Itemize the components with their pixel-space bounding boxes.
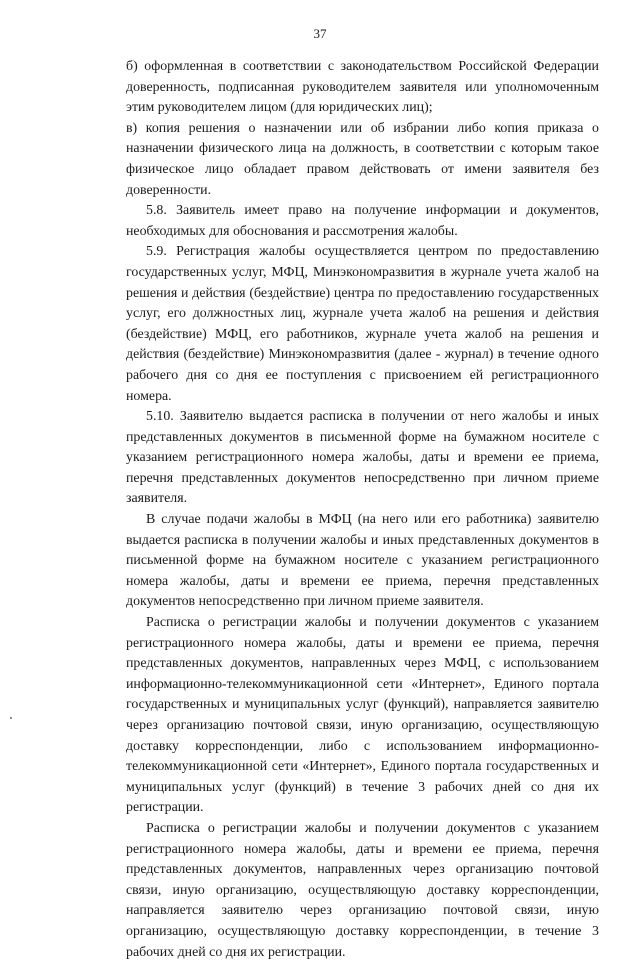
paragraph-5-8: 5.8. Заявитель имеет право на получение информации и документов, необходимых для обоснования и рассмотрения жалобы. (126, 203, 599, 239)
document-body (126, 57, 599, 963)
paragraph-appointment-decision: в) копия решения о назначении или об избрании либо копия приказа о назначении физического лица на должность, в соответствии с которым такое физическое лицо обладает правом действовать от имени заявителя без доверенности. (126, 120, 599, 198)
paragraph-receipt-postal: Расписка о регистрации жалобы и получении документов с указанием регистрационного номера жалобы, даты и времени ее приема, перечня представленных документов, направленных через организацию почтовой связи, иную организацию, осуществляющую доставку корреспонденции, направляется заявителю через организацию почтовой связи, иную организацию, осуществляющую доставку корреспонденции, в течение 3 рабочих дней со дня их регистрации. (126, 820, 599, 960)
paragraph-mfc-receipt: В случае подачи жалобы в МФЦ (на него или его работника) заявителю выдается расписка в получении жалобы и иных представленных документов в письменной форме на бумажном носителе с указанием регистрационного номера жалобы, даты и времени ее приема, перечня представленных документов непосредственно при личном приеме заявителя. (126, 512, 599, 610)
paragraph-receipt-internet: Расписка о регистрации жалобы и получении документов с указанием регистрационного номера жалобы, даты и времени ее приема, перечня представленных документов, направленных через МФЦ, с использованием информационно-телекоммуникационной сети «Интернет», Единого портала государственных и муниципальных услуг (функций), направляется заявителю через организацию почтовой связи, иную организацию, осуществляющую доставку корреспонденции, либо с использованием информационно-телекоммуникационной сети «Интернет», Единого портала государственных и муниципальных услуг (функций) в течение 3 рабочих дней со дня их регистрации. (126, 615, 599, 816)
paragraph-power-of-attorney: б) оформленная в соответствии с законодательством Российской Федерации доверенность, подписанная руководителем заявителя или уполномоченным этим руководителем лицом (для юридических лиц); (126, 59, 599, 116)
page-number: 37 (313, 26, 327, 41)
paragraph-5-10: 5.10. Заявителю выдается расписка в получении от него жалобы и иных представленных документов в письменной форме на бумажном носителе с указанием регистрационного номера жалобы, даты и времени ее приема, перечня представленных документов непосредственно при личном приеме заявителя. (126, 409, 599, 507)
margin-speck (10, 717, 12, 719)
paragraph-5-9: 5.9. Регистрация жалобы осуществляется центром по предоставлению государственных услуг, МФЦ, Минэкономразвития в журнале учета жалоб на решения и действия (бездействие) центра по предоставлению государственных услуг, его должностных лиц, журнале учета жалоб на решения и действия (бездействие) МФЦ, его работников, журнале учета жалоб на решения и действия (бездействие) Минэкономразвития (далее - журнал) в течение одного рабочего дня со дня ее поступления с присвоением ей регистрационного номера. (126, 244, 599, 404)
